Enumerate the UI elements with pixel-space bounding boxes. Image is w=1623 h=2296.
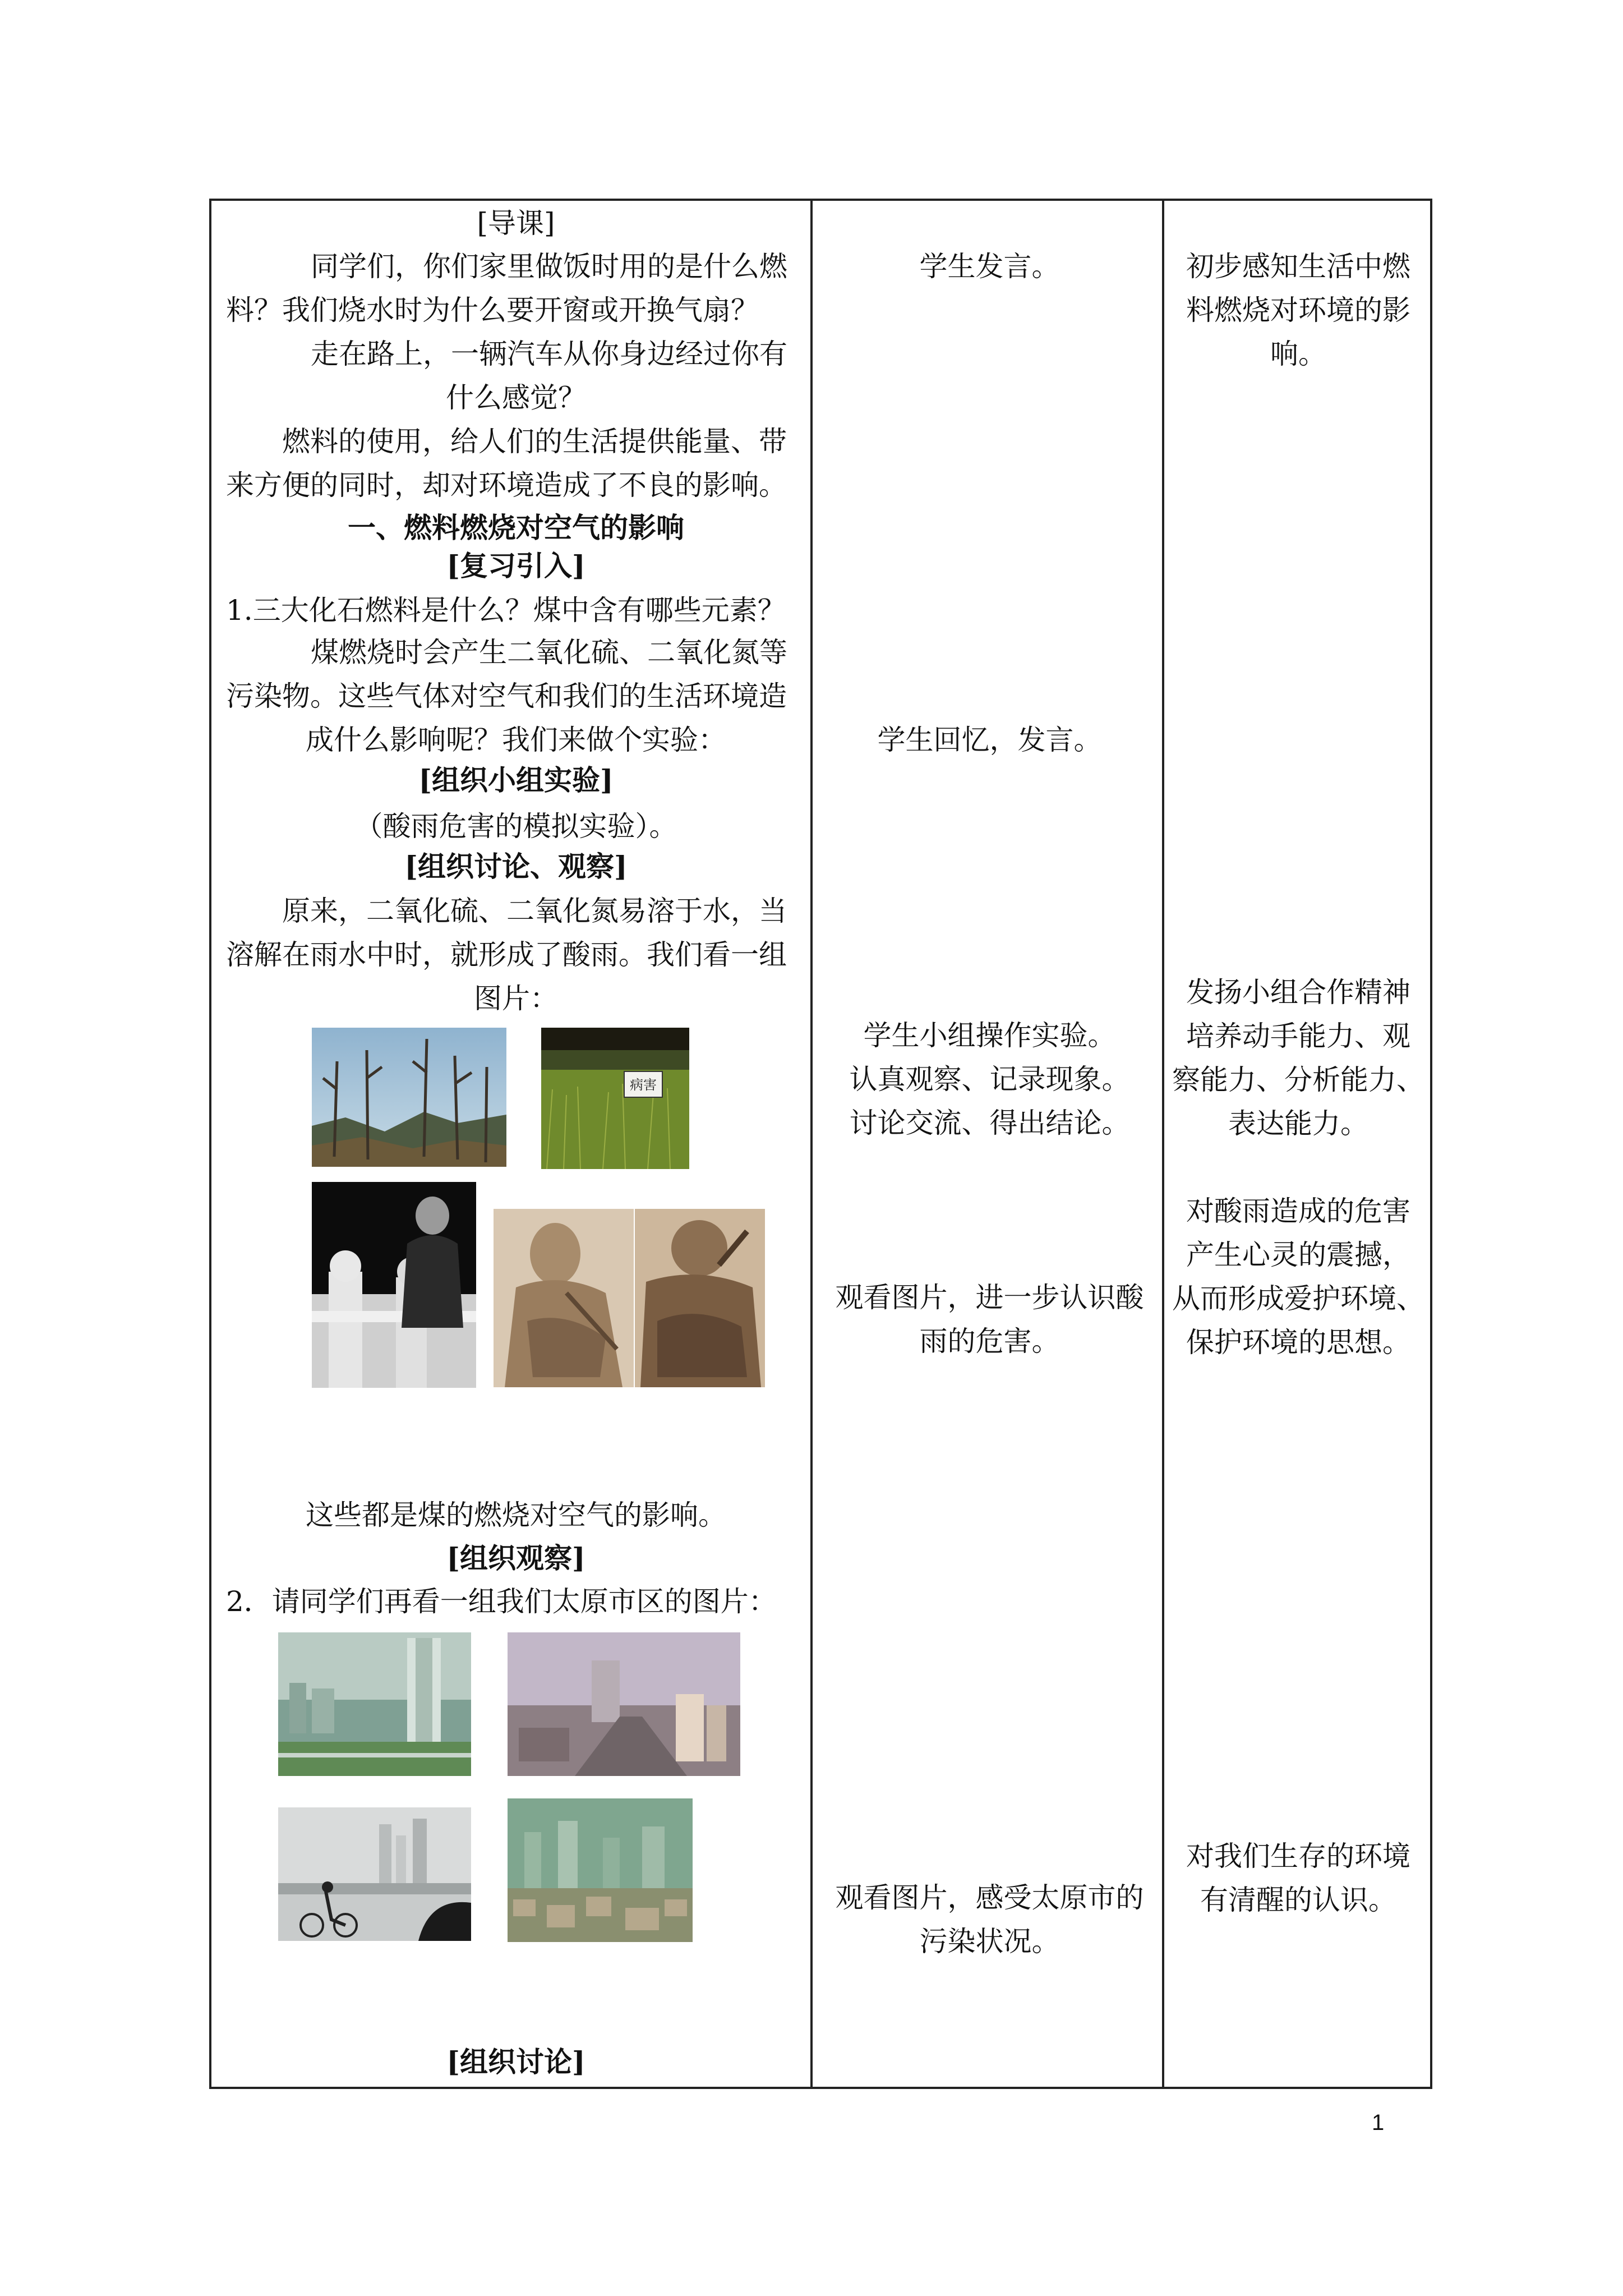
design-intent: 有清醒的认识。: [1200, 1884, 1396, 1916]
design-intent: 发扬小组合作精神: [1186, 976, 1410, 1009]
design-intent: 对酸雨造成的危害: [1186, 1195, 1410, 1227]
heading-discuss-observe: [组织讨论、观察]: [404, 850, 628, 883]
paragraph-line: 什么感觉？: [446, 381, 586, 414]
paragraph-line: 同学们，你们家里做饭时用的是什么燃: [311, 250, 787, 283]
paragraph-line: 走在路上，一辆汽车从你身边经过你有: [311, 338, 787, 370]
question-2: 2．请同学们再看一组我们太原市区的图片：: [226, 1585, 777, 1618]
column-divider-1: [810, 199, 813, 2089]
heading-observe: [组织观察]: [446, 1542, 585, 1575]
photo-eroded-marble-railing: [312, 1182, 476, 1388]
experiment-name: （酸雨危害的模拟实验）。: [354, 810, 677, 843]
paragraph-line: 这些都是煤的燃烧对空气的影响。: [306, 1499, 726, 1531]
student-activity: 观看图片，感受太原市的: [835, 1881, 1144, 1914]
design-intent: 保护环境的思想。: [1186, 1326, 1410, 1359]
student-activity: 学生发言。: [919, 250, 1060, 283]
student-activity: 认真观察、记录现象。: [849, 1063, 1130, 1096]
paragraph-line: 来方便的同时，却对环境造成了不良的影响。: [226, 469, 787, 501]
design-intent: 响。: [1270, 338, 1326, 370]
photo-taiyuan-cyclist: [278, 1807, 471, 1941]
design-intent: 从而形成爱护环境、: [1172, 1282, 1424, 1315]
paragraph-line: 图片：: [474, 982, 558, 1015]
photo-dead-forest: [312, 1028, 506, 1167]
student-activity: 学生小组操作实验。: [863, 1019, 1116, 1052]
section-title: 一、燃料燃烧对空气的影响: [348, 511, 684, 544]
paragraph-line: 污染物。这些气体对空气和我们的生活环境造: [226, 680, 787, 712]
sign-text: 病害: [630, 1077, 657, 1093]
photo-eroded-statue-2: [635, 1209, 765, 1387]
photo-taiyuan-smog-city: [508, 1632, 740, 1776]
student-activity: 污染状况。: [919, 1925, 1060, 1958]
student-activity: 讨论交流、得出结论。: [849, 1107, 1130, 1139]
heading-daoke: [导课]: [477, 207, 555, 240]
design-intent: 对我们生存的环境: [1186, 1840, 1410, 1872]
photo-taiyuan-haze-buildings: [508, 1798, 693, 1942]
page-number: 1: [1372, 2110, 1385, 2135]
paragraph-line: 成什么影响呢？我们来做个实验：: [306, 724, 726, 756]
paragraph-line: 煤燃烧时会产生二氧化硫、二氧化氮等: [311, 636, 787, 669]
design-intent: 表达能力。: [1228, 1107, 1368, 1140]
paragraph-line: 溶解在雨水中时，就形成了酸雨。我们看一组: [226, 938, 787, 971]
question-1: 1.三大化石燃料是什么？煤中含有哪些元素？: [226, 594, 786, 627]
photo-damaged-crop-field: [541, 1028, 689, 1169]
student-activity: 学生回忆，发言。: [877, 724, 1102, 756]
photo-eroded-statue-1: [494, 1209, 634, 1387]
heading-group-experiment: [组织小组实验]: [418, 763, 614, 797]
photo-taiyuan-skyline-1: [278, 1632, 471, 1776]
student-activity: 观看图片，进一步认识酸: [835, 1281, 1144, 1314]
design-intent: 察能力、分析能力、: [1172, 1064, 1424, 1096]
heading-discuss: [组织讨论]: [446, 2045, 585, 2078]
student-activity: 雨的危害。: [919, 1325, 1060, 1358]
design-intent: 培养动手能力、观: [1186, 1020, 1410, 1052]
design-intent: 初步感知生活中燃: [1186, 250, 1410, 283]
paragraph-line: 原来，二氧化硫、二氧化氮易溶于水，当: [282, 895, 787, 927]
design-intent: 料燃烧对环境的影: [1186, 294, 1410, 326]
heading-review: [复习引入]: [446, 549, 585, 582]
paragraph-line: 料？我们烧水时为什么要开窗或开换气扇？: [226, 294, 759, 326]
paragraph-line: 燃料的使用，给人们的生活提供能量、带: [282, 425, 787, 458]
design-intent: 产生心灵的震撼，: [1186, 1239, 1410, 1271]
